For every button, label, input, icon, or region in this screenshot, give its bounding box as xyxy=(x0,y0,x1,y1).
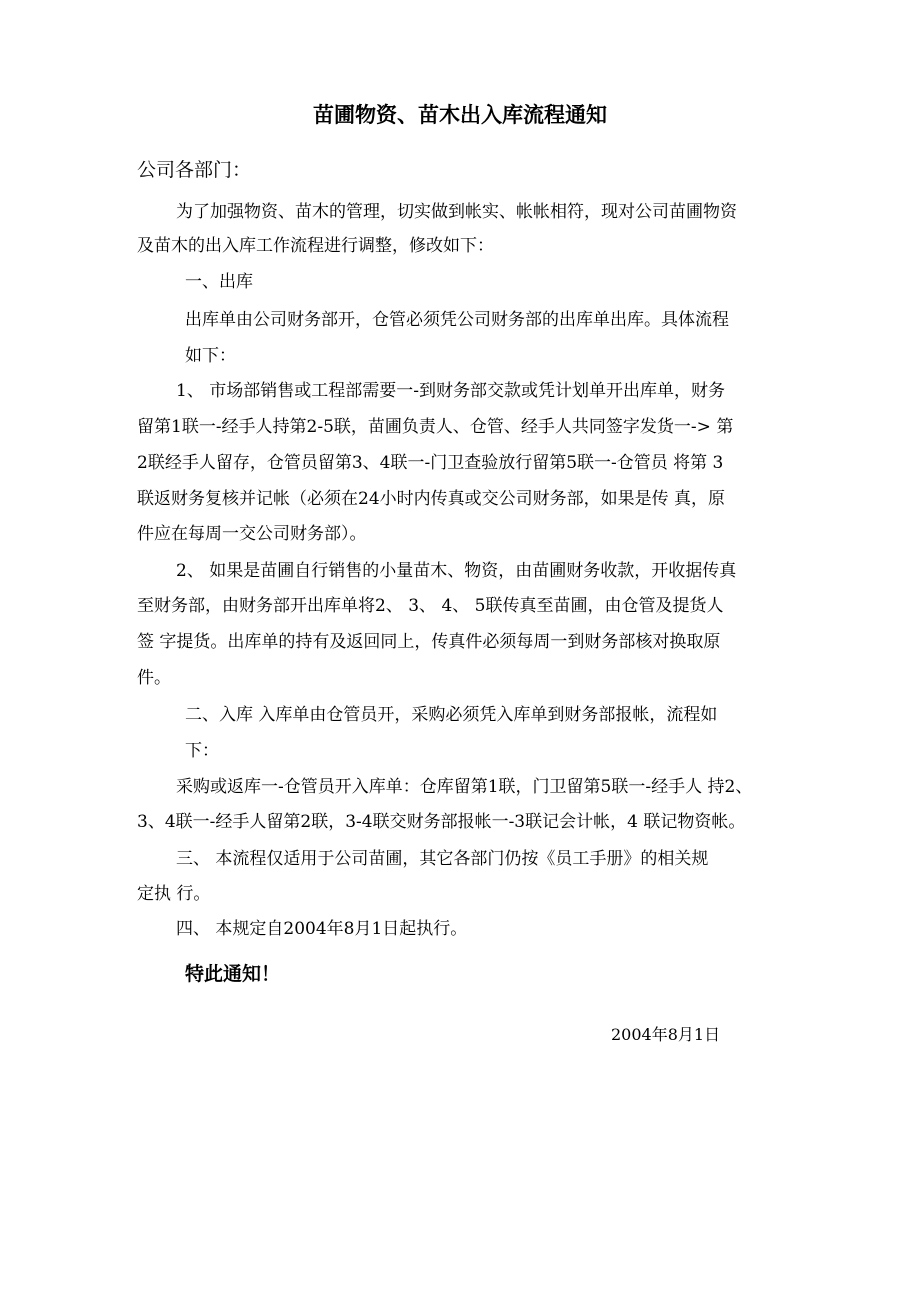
section-1-line-1: 出库单由公司财务部开，仓管必须凭公司财务部的出库单出库。具体流程 xyxy=(185,310,729,330)
section-1-line-2: 如下： xyxy=(185,346,236,366)
section-2-line-2: 下： xyxy=(185,741,219,761)
flow-line-2: 3、4联一-经手人留第2联，3-4联交财务部报帐一-3联记会计帐，4 联记物资帐。 xyxy=(137,812,746,832)
item-1-line-2: 留第1联一-经手人持第2-5联，苗圃负责人、仓管、经手人共同签字发货一-> 第 xyxy=(137,417,734,437)
closing-notice: 特此通知！ xyxy=(185,963,281,985)
document-title: 苗圃物资、苗木出入库流程通知 xyxy=(313,103,607,127)
item-1-line-5: 件应在每周一交公司财务部）。 xyxy=(137,524,367,544)
item-2-line-1: 2、 如果是苗圃自行销售的小量苗木、物资，由苗圃财务收款，开收据传真 xyxy=(176,561,737,581)
section-2-line-1: 二、入库 入库单由仓管员开，采购必须凭入库单到财务部报帐，流程如 xyxy=(185,705,718,725)
intro-line-2: 及苗木的出入库工作流程进行调整，修改如下： xyxy=(137,236,494,256)
document-date: 2004年8月1日 xyxy=(611,1025,721,1044)
intro-line-1: 为了加强物资、苗木的管理，切实做到帐实、帐帐相符，现对公司苗圃物资 xyxy=(176,202,737,222)
section-1-heading: 一、出库 xyxy=(185,272,253,292)
item-2-line-2: 至财务部，由财务部开出库单将2、 3、 4、 5联传真至苗圃，由仓管及提货人 xyxy=(137,596,724,616)
section-3-line-1: 三、 本流程仅适用于公司苗圃，其它各部门仍按《员工手册》的相关规 xyxy=(176,849,709,869)
item-1-line-1: 1、 市场部销售或工程部需要一-到财务部交款或凭计划单开出库单，财务 xyxy=(176,381,725,401)
item-1-line-3: 2联经手人留存，仓管员留第3、4联一-门卫查验放行留第5联一-仓管员 将第 3 xyxy=(137,453,724,473)
salutation: 公司各部门： xyxy=(137,159,252,181)
section-4-line: 四、 本规定自2004年8月1日起执行。 xyxy=(176,919,468,939)
item-2-line-3: 签 字提货。出库单的持有及返回同上，传真件必须每周一到财务部核对换取原 xyxy=(137,632,721,652)
item-2-line-4: 件。 xyxy=(137,668,171,688)
flow-line-1: 采购或返库一-仓管员开入库单：仓库留第1联，门卫留第5联一-经手人 持2、 xyxy=(176,777,753,797)
item-1-line-4: 联返财务复核并记帐（必须在24小时内传真或交公司财务部，如果是传 真，原 xyxy=(137,489,726,509)
section-3-line-2: 定执 行。 xyxy=(137,884,211,904)
